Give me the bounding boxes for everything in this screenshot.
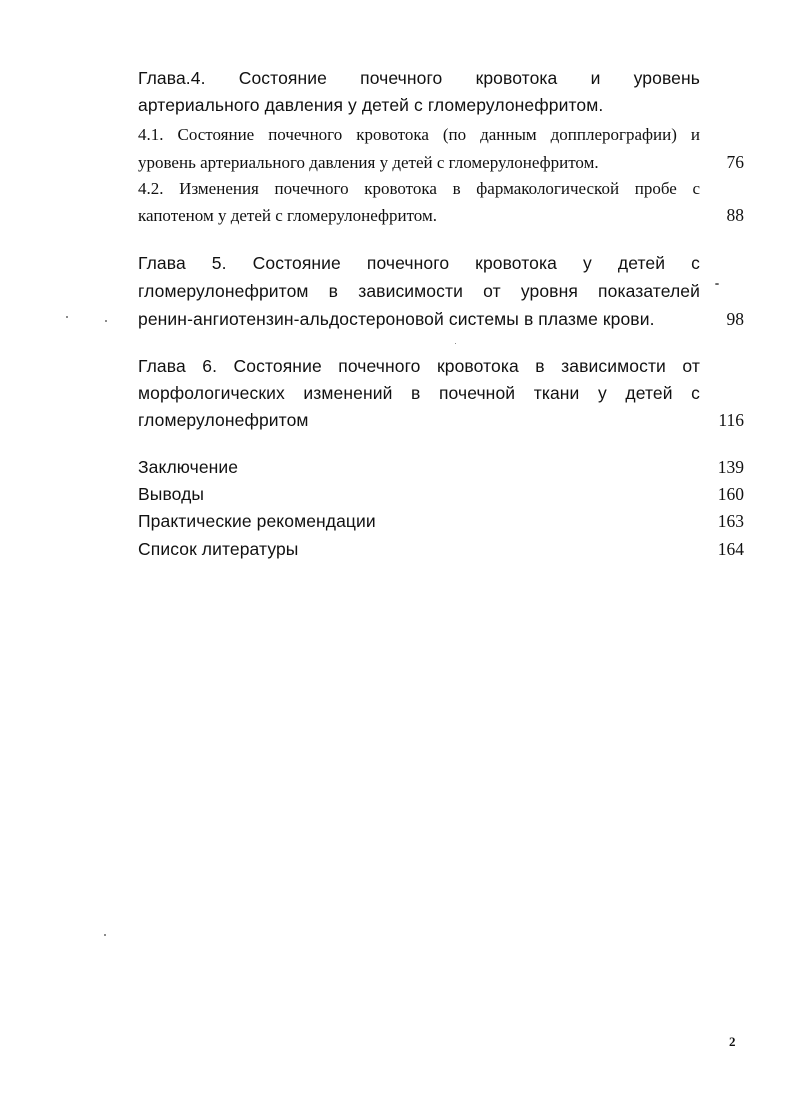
chapter-5-line-2: гломерулонефритом в зависимости от уровня показателей	[138, 281, 700, 301]
toc-entry-references: Список литературы	[138, 539, 299, 559]
toc-entry-findings-page: 160	[717, 484, 744, 504]
section-4-2-page: 88	[726, 205, 744, 225]
chapter-5-page: 98	[726, 309, 744, 329]
toc-entry-findings: Выводы	[138, 484, 205, 504]
chapter-5-line-1: Глава 5. Состояние почечного кровотока у детей с	[138, 253, 700, 273]
chapter-4-title-line-2: артериального давления у детей с гломерулонефритом.	[138, 95, 604, 115]
section-4-1-line-1: 4.1. Состояние почечного кровотока (по данным допплерографии) и	[138, 125, 700, 144]
toc-entry-recommendations: Практические рекомендации	[138, 511, 376, 531]
toc-entry-conclusion-page: 139	[717, 457, 744, 477]
chapter-6-line-2: морфологических изменений в почечной ткани у детей с	[138, 383, 700, 403]
scan-speck	[455, 343, 456, 344]
chapter-4-title-line-1: Глава.4. Состояние почечного кровотока и уровень	[138, 68, 700, 88]
chapter-6-line-3: гломерулонефритом	[138, 410, 309, 430]
scan-speck	[104, 934, 106, 936]
toc-entry-conclusion: Заключение	[138, 457, 239, 477]
section-4-1-page: 76	[726, 152, 744, 172]
scan-speck	[66, 316, 68, 318]
toc-entry-references-page: 164	[717, 539, 744, 559]
chapter-6-line-1: Глава 6. Состояние почечного кровотока в зависимости от	[138, 356, 700, 376]
section-4-1-line-2: уровень артериального давления у детей с гломерулонефритом.	[138, 153, 599, 172]
scan-speck	[715, 283, 719, 285]
scan-speck	[105, 320, 107, 322]
toc-entry-recommendations-page: 163	[717, 511, 744, 531]
page-number: 2	[729, 1034, 736, 1049]
section-4-2-line-1: 4.2. Изменения почечного кровотока в фармакологической пробе с	[138, 179, 700, 198]
chapter-6-page: 116	[718, 410, 744, 430]
section-4-2-line-2: капотеном у детей с гломерулонефритом.	[138, 206, 437, 225]
chapter-5-line-3: ренин-ангиотензин-альдостероновой системы в плазме крови.	[138, 309, 655, 329]
